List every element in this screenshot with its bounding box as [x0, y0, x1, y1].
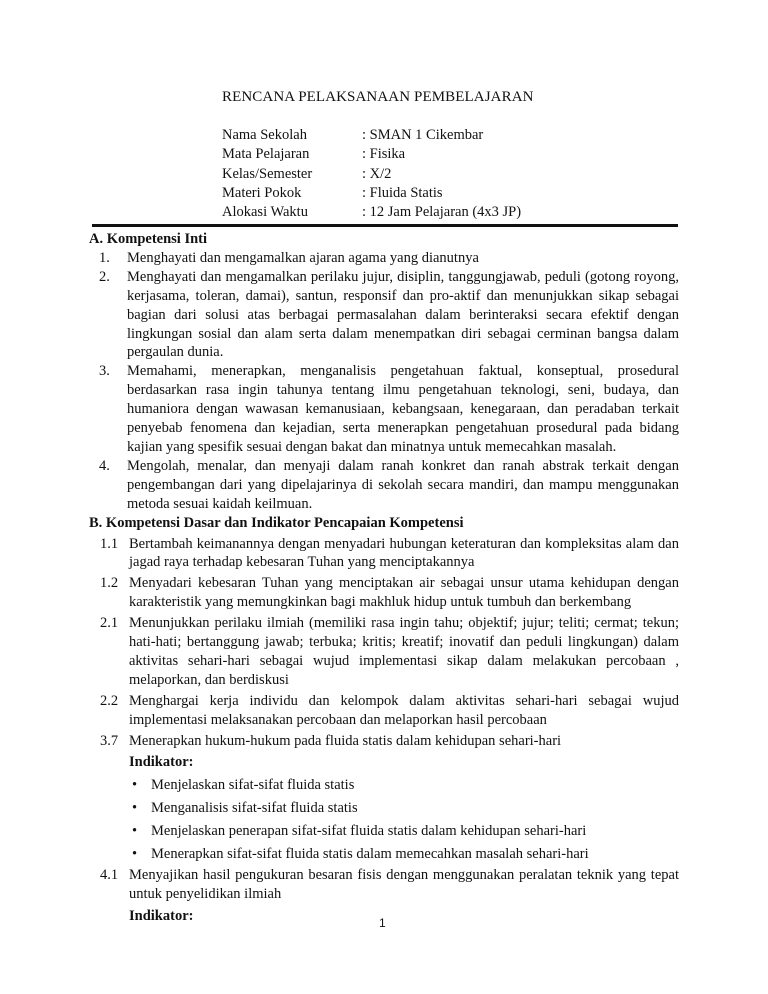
list-item	[89, 457, 679, 514]
list-item	[89, 268, 679, 363]
meta-row-school	[222, 126, 521, 145]
header-divider	[92, 224, 678, 227]
meta-key: Alokasi Waktu	[222, 204, 308, 221]
list-item	[89, 249, 679, 268]
page-number: 1	[379, 916, 386, 930]
meta-value: : 12 Jam Pelajaran (4x3 JP)	[362, 204, 522, 221]
item-text: Memahami, menerapkan, menganalisis pengetahuan faktual, konseptual, prosedural berdasarkan rasa ingin tahunya tentang ilmu pengetahuan teknologi, seni, budaya, dan humaniora dengan wawasan kemanusiaan, kebangsaan, kenegaraan, dan peradaban terkait penyebab fenomena dan kejadian, serta menerapkan pengetahuan prosedural pada bidang kajian yang spesifik sesuai dengan bakat dan minatnya untuk memecahkan masalah.	[127, 363, 679, 455]
list-item	[89, 799, 679, 818]
document-body	[89, 230, 679, 926]
indikator-label: Indikator:	[129, 754, 194, 771]
meta-value: : X/2	[362, 165, 392, 182]
item-number: 4.1	[100, 867, 119, 883]
item-number: 4.	[99, 457, 110, 474]
indikator-label: Indikator:	[129, 907, 194, 924]
list-item	[89, 574, 679, 612]
item-text: Menyadari kebesaran Tuhan yang menciptakan air sebagai unsur utama kehidupan dengan karakteristik yang memungkinkan bagi makhluk hidup untuk tumbuh dan berkembang	[129, 575, 679, 611]
meta-row-time	[222, 203, 521, 222]
meta-key: Nama Sekolah	[222, 127, 307, 143]
meta-value: : Fluida Statis	[362, 184, 443, 201]
item-text: Menerapkan sifat-sifat fluida statis dalam memecahkan masalah sehari-hari	[151, 846, 589, 863]
meta-row-subject	[222, 145, 521, 164]
item-number: 1.1	[100, 535, 119, 552]
item-text: Menganalisis sifat-sifat fluida statis	[151, 800, 358, 817]
item-text: Menghayati dan mengamalkan perilaku jujur, disiplin, tanggungjawab, peduli (gotong royong, kerjasama, toleran, damai), santun, responsif dan pro-aktif dan menunjukkan sikap sebagai bagian dari solusi atas berbagai permasalahan dalam berinteraksi secara efektif dengan lingkungan sosial dan alam serta dalam menempatkan diri sebagai cerminan bangsa dalam pergaulan dunia.	[127, 268, 679, 361]
item-number: 1.	[99, 249, 110, 266]
item-number: 2.1	[100, 615, 119, 632]
meta-value: : SMAN 1 Cikembar	[362, 127, 484, 143]
document-meta	[222, 126, 521, 222]
bullet-icon: •	[132, 800, 138, 817]
meta-key: Materi Pokok	[222, 184, 302, 201]
meta-key: Mata Pelajaran	[222, 146, 310, 163]
list-item	[89, 535, 679, 573]
item-text: Menjelaskan sifat-sifat fluida statis	[151, 777, 355, 794]
bullet-icon: •	[132, 777, 138, 794]
item-text: Menerapkan hukum-hukum pada fluida statis dalam kehidupan sehari-hari	[129, 732, 562, 749]
item-number: 1.2	[100, 575, 119, 592]
list-item	[89, 845, 679, 864]
item-text: Bertambah keimanannya dengan menyadari hubungan keteraturan dan kompleksitas alam dan jagad raya terhadap kebesaran Tuhan yang menciptakannya	[129, 535, 679, 571]
section-heading-a: A. Kompetensi Inti	[89, 231, 208, 247]
meta-key: Kelas/Semester	[222, 165, 313, 182]
list-item	[89, 866, 679, 904]
bullet-icon: •	[132, 823, 138, 840]
item-text: Menunjukkan perilaku ilmiah (memiliki rasa ingin tahu; objektif; jujur; teliti; cermat; tekun; hati-hati; bertanggung jawab; terbuka; kritis; kreatif; inovatif dan peduli lingkungan) dalam aktivitas sehari-hari sebagai wujud implementasi sikap dalam melakukan percobaan , melaporkan, dan berdiskusi	[129, 615, 679, 688]
item-number: 2.	[99, 268, 110, 285]
item-number: 3.7	[100, 732, 119, 749]
list-item	[89, 732, 679, 751]
item-text: Menyajikan hasil pengukuran besaran fisis dengan menggunakan peralatan teknik yang tepat untuk penyelidikan ilmiah	[129, 867, 679, 902]
item-text: Mengolah, menalar, dan menyaji dalam ranah konkret dan ranah abstrak terkait dengan pengembangan dari yang dipelajarinya di sekolah secara mandiri, dan mampu menggunakan metoda sesuai kaidah keilmuan.	[127, 457, 679, 512]
meta-value: : Fisika	[362, 146, 406, 163]
item-text: Menghargai kerja individu dan kelompok dalam aktivitas sehari-hari sebagai wujud implementasi melaksanakan percobaan dan melaporkan hasil percobaan	[129, 692, 679, 728]
list-item	[89, 822, 679, 841]
meta-row-class	[222, 165, 521, 184]
meta-row-topic	[222, 184, 521, 203]
list-item	[89, 614, 679, 690]
item-text: Menghayati dan mengamalkan ajaran agama yang dianutnya	[127, 249, 479, 266]
section-heading-b: B. Kompetensi Dasar dan Indikator Pencapaian Kompetensi	[89, 514, 464, 531]
list-item	[89, 362, 679, 457]
list-item	[89, 776, 679, 795]
document-title: RENCANA PELAKSANAAN PEMBELAJARAN	[222, 89, 534, 105]
item-number: 3.	[99, 363, 110, 380]
list-item	[89, 692, 679, 730]
bullet-icon: •	[132, 846, 138, 863]
item-text: Menjelaskan penerapan sifat-sifat fluida statis dalam kehidupan sehari-hari	[151, 823, 587, 840]
item-number: 2.2	[100, 692, 119, 709]
